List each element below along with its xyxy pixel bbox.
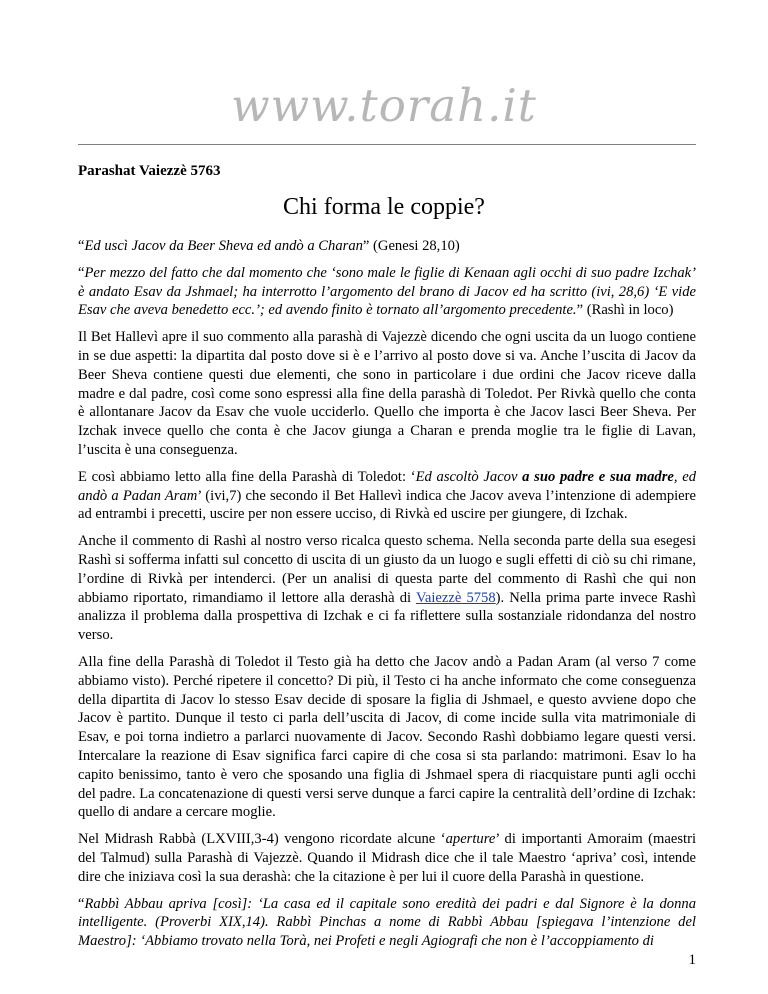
page-number: 1 — [688, 952, 696, 968]
parashah-label: Parashat Vaiezzè 5763 — [78, 163, 221, 179]
derasha-link-vaiezze-5758[interactable]: Vaiezzè 5758 — [415, 589, 496, 606]
paragraph-toledot-end: Alla fine della Parashà di Toledot il Testo già ha detto che Jacov andò a Padan Aram (al verso 7 come abbiamo visto). Perché ripetere il concetto? Di più, il Testo ci ha anche informato che come conseguenza della dipartita di Jacov lo stesso Esav decide di sposare la figlia di Jshmael, e questo avviene dopo che Jacov è partito. Dunque il testo ci parla dell’uscita di Jacov, di come incide sulla vita matrimoniale di Esav, e poi torna indietro a parlarci nuovamente di Jacov. Secondo Rashì dobbiamo legare questi versi. Intercalare la reazione di Esav significa farci capire di che cosa si sta parlando: matrimoni. Esav lo ha capito benissimo, tanto è vero che sposando una figlia di Jshmael spera di riacquistare punti agli occhi del padre. La concatenazione di questi versi serve dunque a farci capire la centralità dell’ordine di Izchak: quello di andare a cercare moglie. — [78, 653, 696, 821]
paragraph-midrash: Nel Midrash Rabbà (LXVIII,3-4) vengono ricordate alcune ‘aperture’ di importanti Amoraim (maestri del Talmud) sulla Parashà di Vajezzè. Quando il Midrash dice che il tale Maestro ‘apriva’ così, intende dire che iniziava così la sua derashà: che la citazione è per lui il cuore della Parashà in questione. — [78, 831, 696, 885]
paragraph-bet-hallevi: Il Bet Hallevì apre il suo commento alla parashà di Vajezzè dicendo che ogni uscita da un luogo contiene in se due aspetti: la dipartita dal posto dove si è e l’arrivo al posto dove si va. Anche l’uscita di Jacov da Beer Sheva contiene questi due elementi, che sono in particolare i due ordini che Jacov riceve dalla madre e dal padre, così come sono espressi alla fine della parashà di Toledot. Per Rivkà quello che conta è allontanare Jacov da Esav che vuole ucciderlo. Quello che importa è che Jacov lasci Beer Sheva. Per Izchak invece quello che conta è che Jacov giunga a Charan e prenda moglie tra le figlie di Lavan, l’uscita è una conseguenza. — [78, 329, 696, 458]
paragraph-rashi-quote: “Per mezzo del fatto che dal momento che ‘sono male le figlie di Kenaan agli occhi di suo padre Izchak’ è andato Esav da Jshmael; ha interrotto l’argomento del brano di Jacov ed ha scritto (ivi, 28,6) ‘E vide Esav che aveva benedetto ecc.’; ed avendo finito è tornato all’argomento precedente.” (Rashì in loco) — [78, 264, 697, 319]
page-title: Chi forma le coppie? — [283, 194, 485, 220]
paragraph-rabbi-abbau: “Rabbì Abbau apriva [così]: ‘La casa ed il capitale sono eredità dei padri e dal Signore è la donna intelligente. (Proverbi XIX,14). Rabbì Pinchas a nome di Rabbì Abbau [spiegava l’intenzione del Maestro]: ‘Abbiamo trovato nella Torà, nei Profeti e negli Agiografi che non è l’accoppiamento di — [78, 895, 696, 950]
paragraph-toledot: E così abbiamo letto alla fine della Parashà di Toledot: ‘Ed ascoltò Jacov a suo padre e sua madre, ed andò a Padan Aram’ (ivi,7) che secondo il Bet Hallevì indica che Jacov aveva l’intenzione di adempiere ad entrambi i precetti, uscire per non essere ucciso, di Rivkà ed uscire per giungere, di Izchak. — [78, 468, 696, 523]
paragraph-rashi-schema: Anche il commento di Rashì al nostro verso ricalca questo schema. Nella seconda parte della sua esegesi Rashì si sofferma infatti sul concetto di uscita di un giusto da un luogo e sugli effetti di ciò su chi rimane, l’ordine di Rivkà per intenderci. (Per un analisi di questa parte del commento di Rashì che qui non abbiamo riportato, rimandiamo il lettore alla derashà di Vaiezzè 5758). Nella prima parte invece Rashì analizza il problema dalla prospettiva di Izchak e ci fa riflettere sulla sostanziale ridondanza del nostro verso. — [78, 533, 697, 644]
header-rule — [78, 144, 696, 145]
article-body — [78, 237, 696, 951]
site-header: www.torah.it — [231, 79, 537, 132]
verse-quote: Ed uscì Jacov da Beer Sheva ed andò a Charan — [84, 238, 363, 254]
paragraph-verse: “Ed uscì Jacov da Beer Sheva ed andò a Charan” (Genesi 28,10) — [78, 238, 460, 254]
